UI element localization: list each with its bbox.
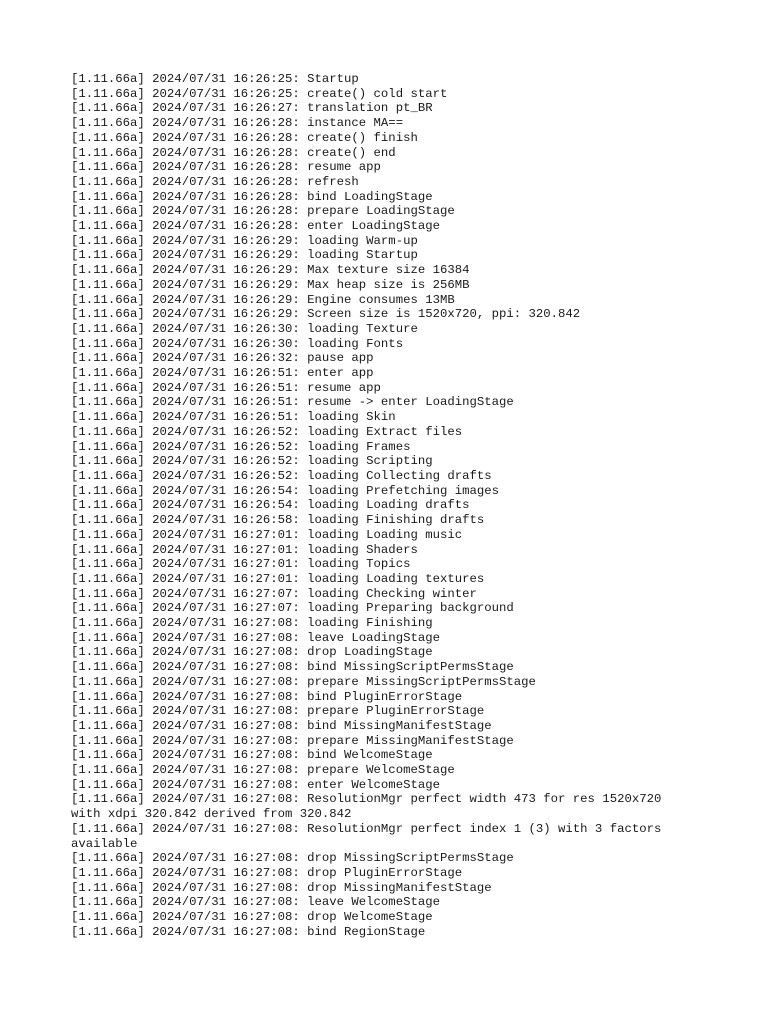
log-line: [1.11.66a] 2024/07/31 16:26:58: loading Finishing drafts: [71, 513, 485, 528]
log-line: [1.11.66a] 2024/07/31 16:27:08: bind WelcomeStage: [71, 748, 433, 763]
log-line: [1.11.66a] 2024/07/31 16:27:08: drop PluginErrorStage: [71, 865, 463, 880]
log-line: [1.11.66a] 2024/07/31 16:26:29: Max texture size 16384: [71, 263, 470, 278]
log-line: [1.11.66a] 2024/07/31 16:26:51: loading Skin: [71, 410, 396, 425]
log-line: [1.11.66a] 2024/07/31 16:26:28: bind LoadingStage: [71, 189, 433, 204]
log-line: [1.11.66a] 2024/07/31 16:27:08: bind PluginErrorStage: [71, 689, 463, 704]
log-line: [1.11.66a] 2024/07/31 16:26:29: Screen size is 1520x720, ppi: 320.842: [71, 307, 581, 322]
log-line: [1.11.66a] 2024/07/31 16:27:08: drop LoadingStage: [71, 645, 433, 660]
log-line: [1.11.66a] 2024/07/31 16:27:01: loading Loading textures: [71, 571, 485, 586]
log-line: [1.11.66a] 2024/07/31 16:26:29: Engine consumes 13MB: [71, 292, 455, 307]
log-line: [1.11.66a] 2024/07/31 16:26:30: loading Texture: [71, 321, 418, 336]
log-line: [1.11.66a] 2024/07/31 16:26:28: enter LoadingStage: [71, 219, 440, 234]
log-line: [1.11.66a] 2024/07/31 16:27:08: leave LoadingStage: [71, 630, 440, 645]
log-line: [1.11.66a] 2024/07/31 16:26:51: resume app: [71, 380, 381, 395]
log-line: [1.11.66a] 2024/07/31 16:26:25: Startup: [71, 72, 359, 86]
log-line: [1.11.66a] 2024/07/31 16:26:28: resume app: [71, 160, 381, 175]
log-line: [1.11.66a] 2024/07/31 16:26:27: translation pt_BR: [71, 101, 433, 116]
log-line: [1.11.66a] 2024/07/31 16:26:28: prepare LoadingStage: [71, 204, 455, 219]
log-line: [1.11.66a] 2024/07/31 16:27:08: drop MissingManifestStage: [71, 880, 492, 895]
log-line: [1.11.66a] 2024/07/31 16:27:08: prepare MissingScriptPermsStage: [71, 674, 536, 689]
log-line: [1.11.66a] 2024/07/31 16:27:07: loading Checking winter: [71, 586, 477, 601]
log-line: [1.11.66a] 2024/07/31 16:27:08: drop MissingScriptPermsStage: [71, 851, 514, 866]
log-line: [1.11.66a] 2024/07/31 16:27:08: enter WelcomeStage: [71, 777, 440, 792]
log-line: [1.11.66a] 2024/07/31 16:26:29: loading Startup: [71, 248, 418, 263]
log-line: [1.11.66a] 2024/07/31 16:26:28: create() end: [71, 145, 396, 160]
log-text-block: [71, 72, 691, 939]
log-line: [1.11.66a] 2024/07/31 16:27:08: leave WelcomeStage: [71, 895, 440, 910]
log-line: [1.11.66a] 2024/07/31 16:26:52: loading Frames: [71, 439, 411, 454]
log-line: [1.11.66a] 2024/07/31 16:26:54: loading Loading drafts: [71, 498, 470, 513]
log-line: [1.11.66a] 2024/07/31 16:27:08: prepare MissingManifestStage: [71, 733, 514, 748]
log-line: [1.11.66a] 2024/07/31 16:26:52: loading Scripting: [71, 454, 433, 469]
log-line: [1.11.66a] 2024/07/31 16:26:28: instance MA==: [71, 116, 404, 131]
log-line: [1.11.66a] 2024/07/31 16:26:54: loading Prefetching images: [71, 483, 500, 498]
log-line: [1.11.66a] 2024/07/31 16:26:51: enter app: [71, 366, 374, 381]
log-line: [1.11.66a] 2024/07/31 16:26:29: loading Warm-up: [71, 233, 418, 248]
log-line: [1.11.66a] 2024/07/31 16:26:52: loading Collecting drafts: [71, 468, 492, 483]
log-line: [1.11.66a] 2024/07/31 16:27:08: prepare WelcomeStage: [71, 763, 455, 778]
log-line: [1.11.66a] 2024/07/31 16:27:01: loading Shaders: [71, 542, 418, 557]
log-line: [1.11.66a] 2024/07/31 16:26:52: loading Extract files: [71, 424, 463, 439]
log-line: [1.11.66a] 2024/07/31 16:26:29: Max heap size is 256MB: [71, 277, 470, 292]
log-line: [1.11.66a] 2024/07/31 16:27:08: ResolutionMgr perfect width 473 for res 1520x720 with xdpi 320.842 derived from 320.842: [71, 792, 669, 822]
log-line: [1.11.66a] 2024/07/31 16:27:08: drop WelcomeStage: [71, 910, 433, 925]
log-line: [1.11.66a] 2024/07/31 16:27:07: loading Preparing background: [71, 601, 514, 616]
log-line: [1.11.66a] 2024/07/31 16:27:08: loading Finishing: [71, 616, 433, 631]
log-line: [1.11.66a] 2024/07/31 16:26:51: resume -> enter LoadingStage: [71, 395, 514, 410]
log-line: [1.11.66a] 2024/07/31 16:26:25: create() cold start: [71, 86, 448, 101]
log-line: [1.11.66a] 2024/07/31 16:27:08: prepare PluginErrorStage: [71, 704, 485, 719]
log-line: [1.11.66a] 2024/07/31 16:26:32: pause app: [71, 351, 374, 366]
log-line: [1.11.66a] 2024/07/31 16:27:01: loading Loading music: [71, 527, 463, 542]
log-line: [1.11.66a] 2024/07/31 16:26:30: loading Fonts: [71, 336, 404, 351]
log-line: [1.11.66a] 2024/07/31 16:27:08: ResolutionMgr perfect index 1 (3) with 3 factors available: [71, 821, 669, 851]
log-line: [1.11.66a] 2024/07/31 16:26:28: create() finish: [71, 130, 418, 145]
log-line: [1.11.66a] 2024/07/31 16:27:08: bind RegionStage: [71, 924, 426, 939]
log-line: [1.11.66a] 2024/07/31 16:27:08: bind MissingManifestStage: [71, 718, 492, 733]
log-line: [1.11.66a] 2024/07/31 16:27:01: loading Topics: [71, 557, 411, 572]
log-line: [1.11.66a] 2024/07/31 16:26:28: refresh: [71, 174, 359, 189]
log-line: [1.11.66a] 2024/07/31 16:27:08: bind MissingScriptPermsStage: [71, 660, 514, 675]
